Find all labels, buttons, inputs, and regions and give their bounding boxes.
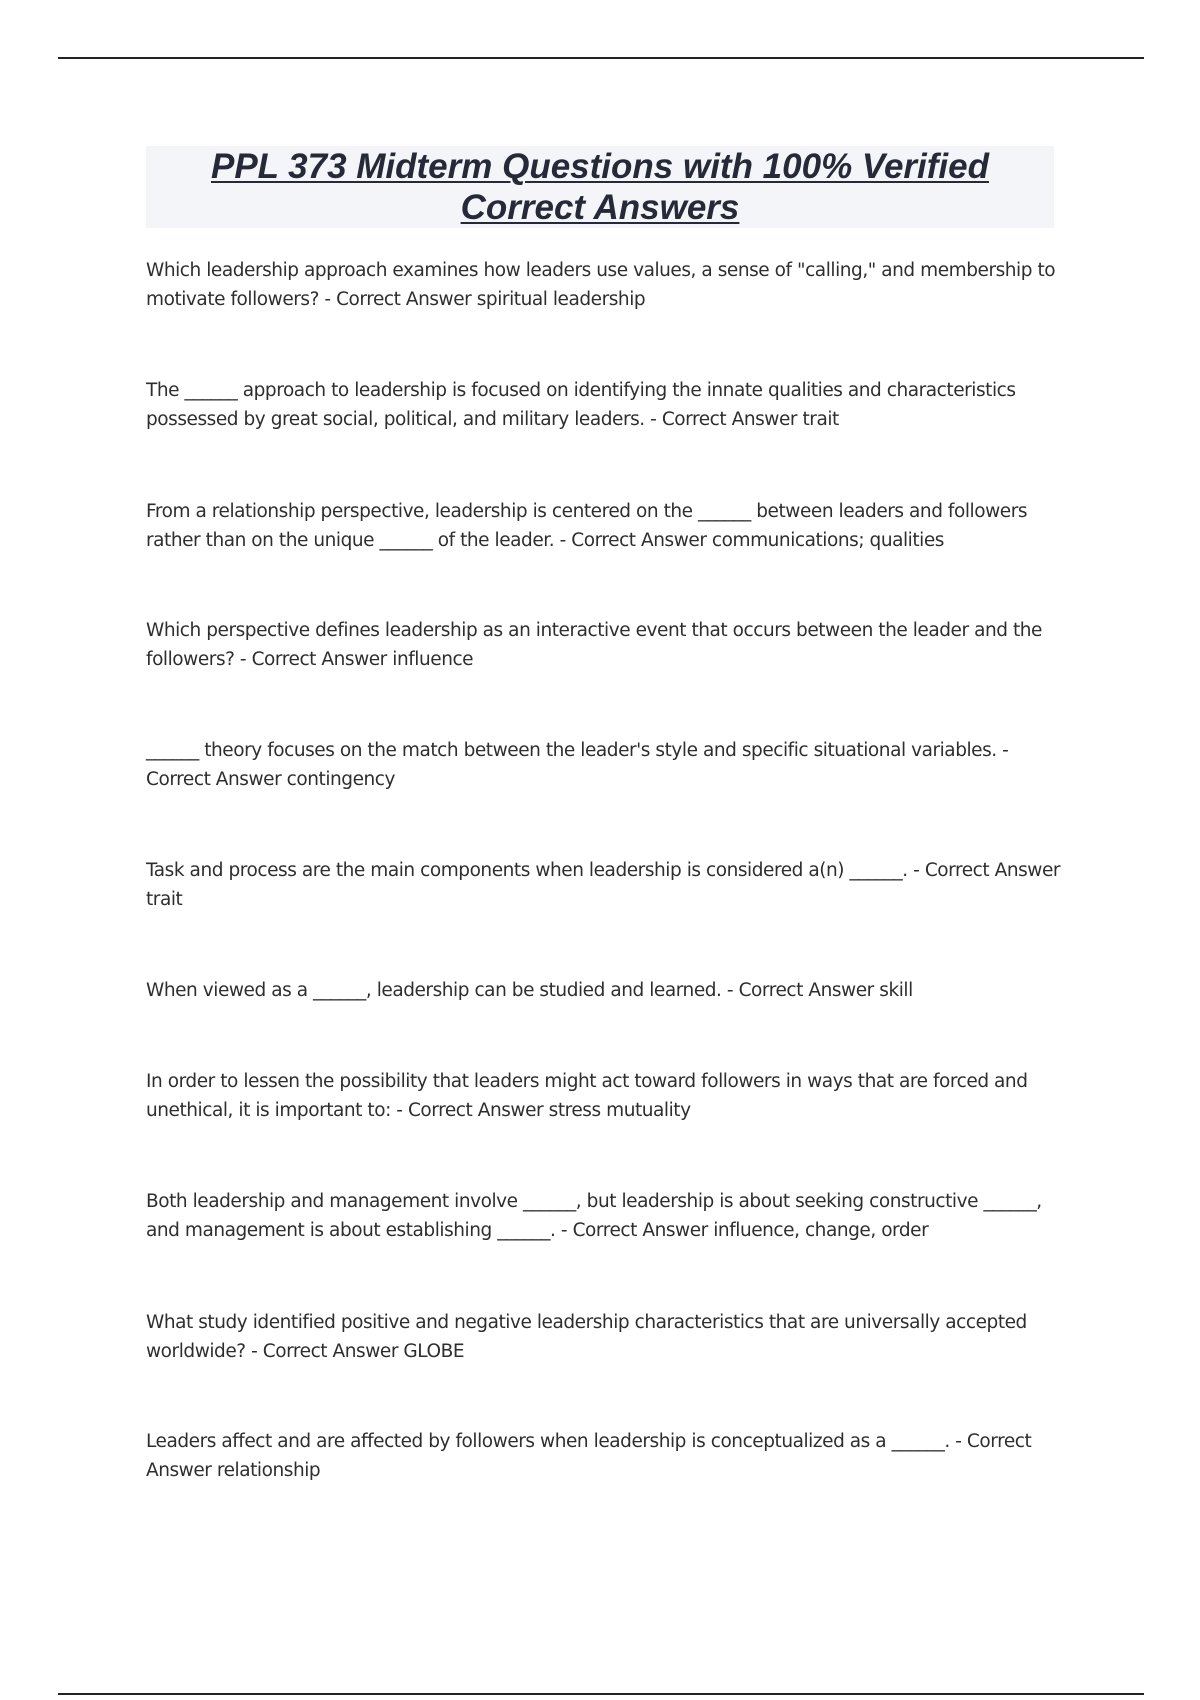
- question-item-2: The ______ approach to leadership is focused on identifying the innate qualities and characteristics possessed by great social, political, and military leaders. - Correct Answer trait: [146, 380, 1016, 430]
- question-item-3: From a relationship perspective, leadership is centered on the ______ between leaders and followers rather than on the unique ______ of the leader. - Correct Answer communications; qualities: [146, 501, 1028, 551]
- document-title: PPL 373 Midterm Questions with 100% Verified Correct Answers: [210, 147, 989, 227]
- question-item-11: Leaders affect and are affected by followers when leadership is conceptualized as a ______. - Correct Answer relationship: [146, 1431, 1032, 1481]
- footer-rule: [58, 1693, 1144, 1695]
- question-item-7: When viewed as a ______, leadership can be studied and learned. - Correct Answer skill: [146, 980, 913, 1001]
- question-item-9: Both leadership and management involve ______, but leadership is about seeking constructive ______, and management is about establishing ______. - Correct Answer influence, change, order: [146, 1191, 1042, 1241]
- question-item-5: ______ theory focuses on the match between the leader's style and specific situational variables. - Correct Answer contingency: [146, 740, 1009, 790]
- question-item-4: Which perspective defines leadership as an interactive event that occurs between the leader and the followers? - Correct Answer influence: [146, 620, 1042, 670]
- question-item-6: Task and process are the main components when leadership is considered a(n) ______. - Correct Answer trait: [146, 860, 1061, 910]
- title-banner: [146, 146, 1054, 228]
- question-item-10: What study identified positive and negative leadership characteristics that are universally accepted worldwide? - Correct Answer GLOBE: [146, 1312, 1027, 1362]
- header-rule: [58, 57, 1144, 59]
- question-item-1: Which leadership approach examines how leaders use values, a sense of "calling," and membership to motivate followers? - Correct Answer spiritual leadership: [146, 260, 1056, 310]
- question-item-8: In order to lessen the possibility that leaders might act toward followers in ways that are forced and unethical, it is important to: - Correct Answer stress mutuality: [146, 1071, 1028, 1121]
